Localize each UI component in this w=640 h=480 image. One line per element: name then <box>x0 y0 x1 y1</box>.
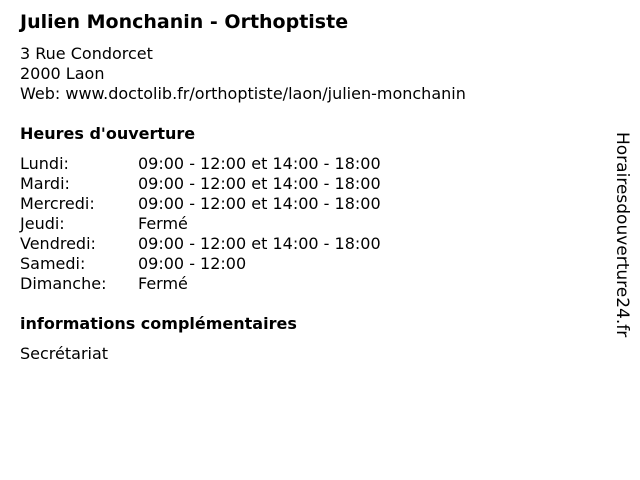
day-label: Mercredi: <box>20 194 95 213</box>
website-line: Web: www.doctolib.fr/orthoptiste/laon/julien-monchanin <box>20 84 466 103</box>
day-label: Dimanche: <box>20 274 107 293</box>
info-text: Secrétariat <box>20 344 109 363</box>
info-heading: informations complémentaires <box>20 314 297 333</box>
day-label: Lundi: <box>20 154 69 173</box>
page-title: Julien Monchanin - Orthoptiste <box>20 11 349 33</box>
day-label: Jeudi: <box>20 214 65 233</box>
time-value: 09:00 - 12:00 et 14:00 - 18:00 <box>138 174 381 193</box>
address-block <box>20 44 466 104</box>
time-value: Fermé <box>138 274 188 293</box>
day-label: Samedi: <box>20 254 86 273</box>
day-label: Mardi: <box>20 174 70 193</box>
time-value: 09:00 - 12:00 et 14:00 - 18:00 <box>138 234 381 253</box>
hours-heading: Heures d'ouverture <box>20 124 196 143</box>
address-street: 3 Rue Condorcet <box>20 44 153 63</box>
day-label: Vendredi: <box>20 234 96 253</box>
address-city: 2000 Laon <box>20 64 105 83</box>
site-watermark: Horairesdouverture24.fr <box>612 132 632 338</box>
time-value: Fermé <box>138 214 188 233</box>
time-value: 09:00 - 12:00 et 14:00 - 18:00 <box>138 154 381 173</box>
time-value: 09:00 - 12:00 et 14:00 - 18:00 <box>138 194 381 213</box>
time-value: 09:00 - 12:00 <box>138 254 247 273</box>
